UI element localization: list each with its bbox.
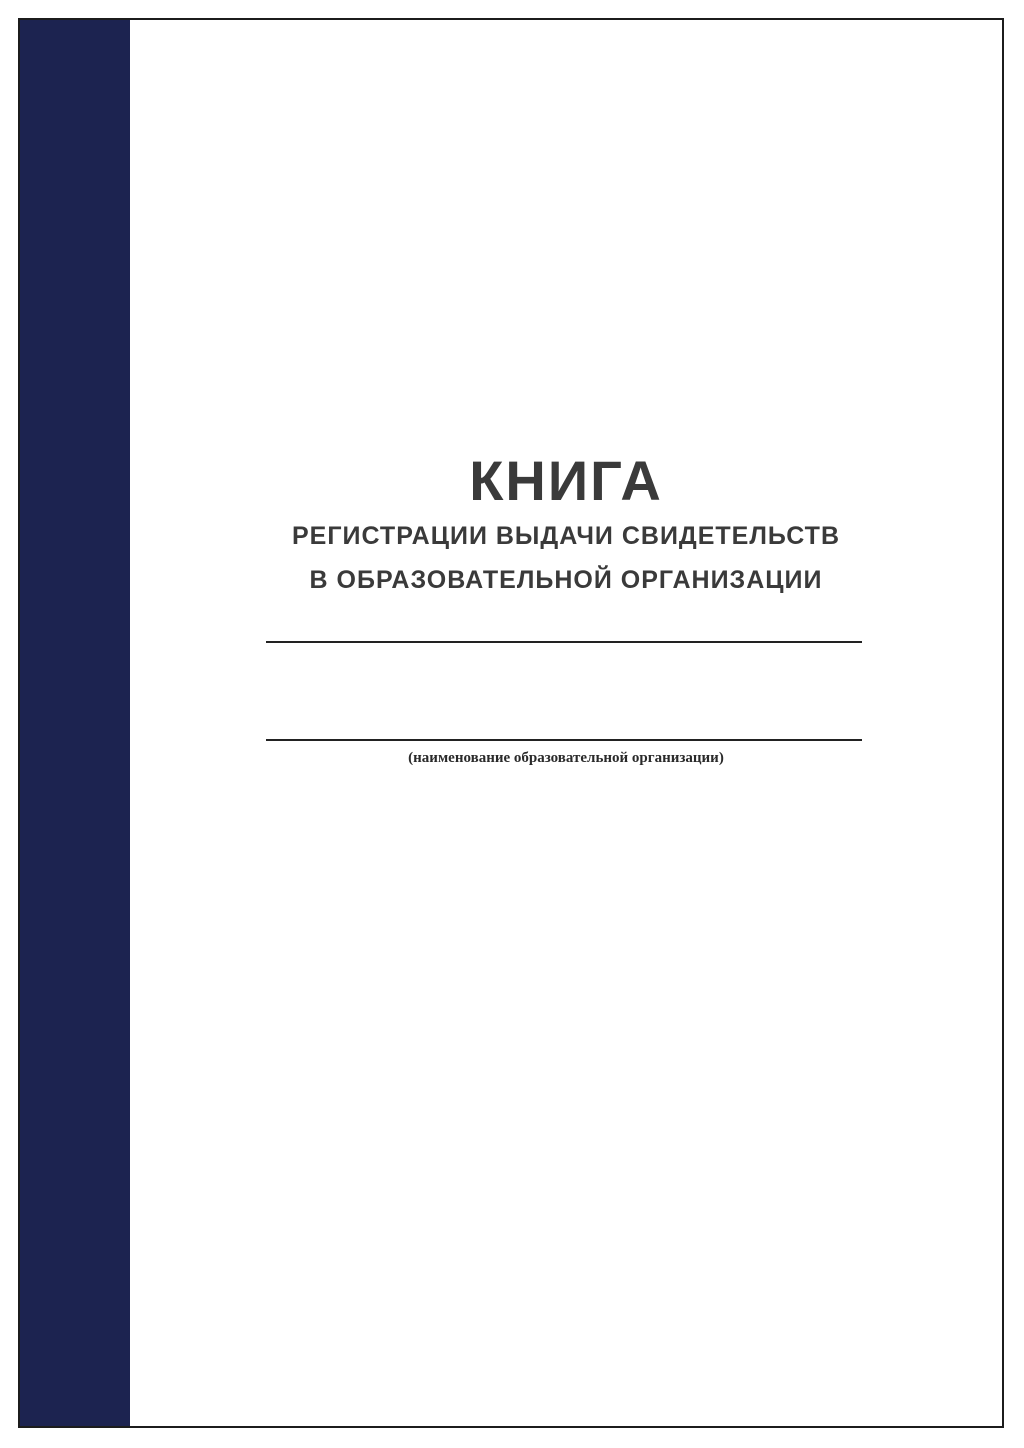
cover-subtitle-line-2: В ОБРАЗОВАТЕЛЬНОЙ ОРГАНИЗАЦИИ: [309, 566, 823, 594]
cover-front: [130, 20, 1002, 1426]
cover-subtitle-line-1: РЕГИСТРАЦИИ ВЫДАЧИ СВИДЕТЕЛЬСТВ: [292, 522, 840, 550]
cover-spine: [20, 20, 130, 1426]
organization-name-line-2: [266, 739, 862, 741]
book-cover: [18, 18, 1004, 1428]
organization-name-caption: (наименование образовательной организации): [408, 750, 724, 766]
cover-title: КНИГА: [469, 449, 663, 512]
organization-name-line-1: [266, 641, 862, 643]
